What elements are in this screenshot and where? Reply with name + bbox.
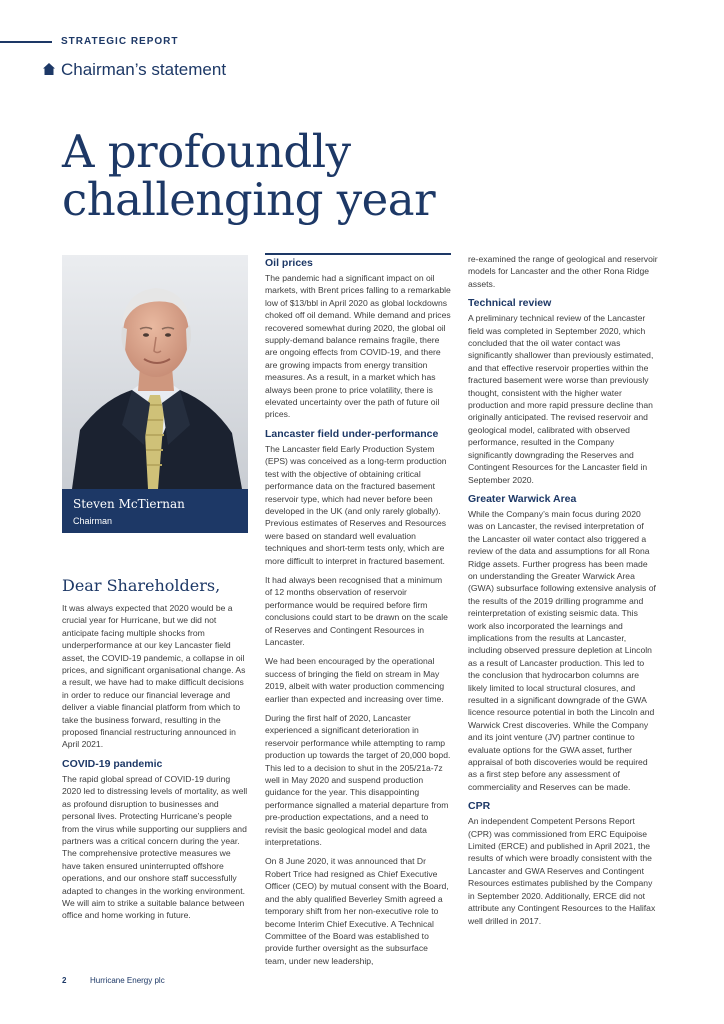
section-label: STRATEGIC REPORT — [61, 36, 179, 47]
footer-company: Hurricane Energy plc — [90, 976, 165, 985]
lancaster-paragraph-2: It had always been recognised that a minimum of 12 months observation of reservoir performance would be required before firm conclusions could start to be drawn on the scale of Reserves and Contingent Resources in Lancaster. — [265, 574, 448, 647]
lancaster-paragraph-1: The Lancaster field Early Production System (EPS) was conceived as a long-term production test with the objective of obtaining critical performance data on the fractured basement reservoir type, which had never before been developed in the UK (and only rarely globally). Previous estimates of Reserves and Resources were based on standard well evaluation techniques and short-term tests only, which are more difficult to interpret in fractured basement. — [265, 443, 447, 566]
lancaster-paragraph-3: We had been encouraged by the operational success of bringing the field on stream in May 2019, albeit with water production commencing earlier than expected and increasing over time. — [265, 656, 445, 704]
cpr-paragraph: An independent Competent Persons Report (CPR) was commissioned from ERC Equipoise Limited (ERCE) and published in April 2021, the results of which were broadly consistent with the Lancaster and GWA Reserves and Contingent Resources estimates published by the Company in September 2020. Additionally, ERCE did not attribute any Contingent Resources to the Halifax well drilled in 2017. — [468, 816, 656, 926]
column-2 — [265, 253, 451, 974]
lancaster-heading: Lancaster field under-performance — [265, 427, 439, 440]
greater-warwick-paragraph: While the Company’s main focus during 2020 was on Lancaster, the revised interpretation of the Lancaster oil water contact also triggered a review of the data and assumptions for all Rona Ridge assets. Further progress has been made on understanding the Greater Warwick Area (GWA) subsurface following extensive analysis of the results of the 2019 drilling programme and reinterpretation of existing seismic data. This work also incorporated the learnings and implications from the results at Lancaster, including observed pressure depletion at Lincoln as a result of Lancaster production. This led to the conclusion that hydrocarbon columns are likely limited to local structural closures, and resulted in a significant downgrade of the GWA licence resource potential in both the Lincoln and Warwick Crest discoveries. While the Company and its joint venture (JV) partner continue to evaluate options for the GWA asset, further appraisal of both discoveries would be required as a first step before any assessment of commerciality and Reserves can be made. — [468, 508, 656, 792]
column-3 — [468, 253, 658, 934]
oil-prices-paragraph: The pandemic had a significant impact on oil markets, with Brent prices falling to a remarkable low of $13/bbl in April 2020 as global lockdowns choked off oil demand. While demand and prices recovered somewhat during 2020, the global oil supply-demand balance remains fragile, there are ongoing effects from COVID-19, and there are growing impacts from energy transition measures. As a result, in a market which has always been prone to price volatility, there is elevated uncertainty over the path of future oil prices. — [265, 273, 451, 420]
chairman-photo — [62, 255, 248, 489]
page-headline: A profoundly challenging year — [62, 125, 436, 226]
lancaster-paragraph-5: On 8 June 2020, it was announced that Dr Robert Trice had resigned as Chief Executive Officer (CEO) by mutual consent with the Board, and the ably qualified Beverley Smith agreed a temporary shift from her non-executive role to become Interim Chief Executive. A Technical Committee of the Board was established to provide further oversight as the subsurface team, under new leadership, — [265, 856, 449, 966]
covid-paragraph: The rapid global spread of COVID-19 during 2020 led to distressing levels of mortality, as well as profound disruption to businesses and personal lives. Protecting Hurricane’s people from the virus while supporting our suppliers and partners was a critical concern during the year. The comprehensive protective measures we have taken ensured uninterrupted offshore operations, and our onshore staff successfully adapted to changes in the working environment. We will aim to strike a suitable balance between office and home working in future. — [62, 773, 248, 921]
subsection-title: Chairman’s statement — [61, 60, 227, 79]
continuation-paragraph: re-examined the range of geological and reservoir models for Lancaster and the other Rona Ridge assets. — [468, 254, 658, 289]
lancaster-paragraph-4: During the first half of 2020, Lancaster experienced a significant deterioration in reservoir performance while attempting to ramp production up towards the target of 20,000 bopd. This led to a decision to shut in the 205/21a-7z well in May 2020 and suspend production guidance for the year. This disappointing performance signalled a material departure from pre-production expectations, and a need to revisit the basic geological model and data interpretations. — [265, 713, 451, 848]
home-icon[interactable] — [42, 62, 56, 76]
header-rule — [0, 41, 52, 43]
covid-heading: COVID-19 pandemic — [62, 757, 163, 770]
page-number: 2 — [62, 976, 67, 985]
photo-caption — [62, 489, 248, 533]
column-1 — [62, 576, 250, 929]
chairman-role: Chairman — [73, 516, 113, 526]
technical-review-heading: Technical review — [468, 297, 552, 310]
oil-prices-heading: Oil prices — [265, 257, 313, 269]
salutation: Dear Shareholders, — [62, 576, 221, 595]
greater-warwick-heading: Greater Warwick Area — [468, 492, 577, 505]
cpr-heading: CPR — [468, 800, 491, 813]
intro-paragraph: It was always expected that 2020 would be a crucial year for Hurricane, but we did not anticipate facing multiple shocks from underperformance at our key Lancaster field asset, the COVID-19 pandemic, a collapse in oil prices, and significant organisational change. As a result, we have had to make difficult decisions in order to reduce our financial leverage and deliver a viable financial platform from which to take the business forward, resulting in the proposed financial restructuring announced in April 2021. — [62, 603, 246, 750]
chairman-name: Steven McTiernan — [73, 497, 185, 511]
chairman-portrait — [62, 255, 248, 489]
technical-review-paragraph: A preliminary technical review of the Lancaster field was completed in September 2020, which concluded that the oil water contact was significantly shallower than previously estimated, and that effective reservoir properties within the fractured basement were worse than previously thought, consistent with the higher water production and more rapid pressure decline than originally anticipated. The revised reservoir and geological model, calibrated with observed performance, resulted in the Company significantly downgrading the Reserves and Contingent Resources for the Lancaster field in September 2020. — [468, 313, 654, 485]
